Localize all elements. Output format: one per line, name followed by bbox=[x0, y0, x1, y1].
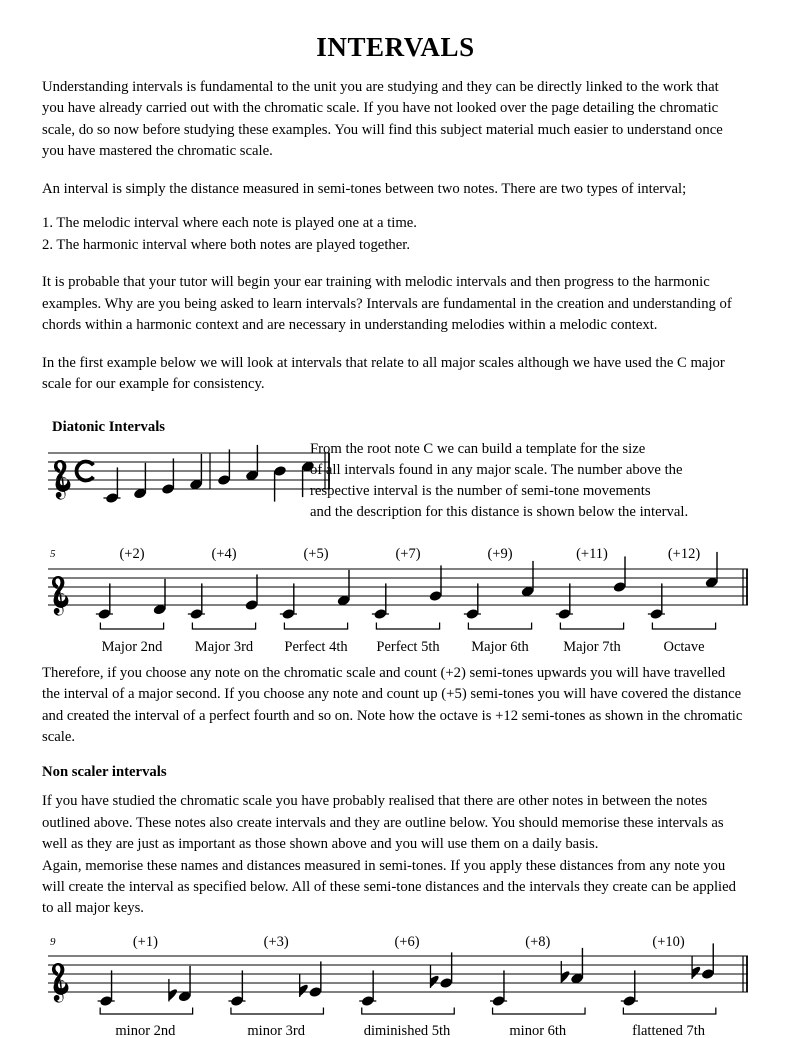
note bbox=[228, 970, 245, 1007]
non-scaler-paragraph-1: If you have studied the chromatic scale you have probably realised that there are other notes in between the notes outlined above. These notes also create intervals and they are outline below. You should memorise these intervals as well as they are just as important as those shown above and you will use them on a daily basis. bbox=[42, 793, 724, 853]
interval-bracket bbox=[560, 622, 623, 629]
therefore-block bbox=[42, 663, 743, 920]
note bbox=[245, 445, 259, 482]
non-scaler-staff-svg bbox=[0, 928, 791, 1038]
note bbox=[300, 961, 323, 998]
intro-paragraph-1: Understanding intervals is fundamental to the unit you are studying and they can be directly linked to the work that you have already carried out with the chromatic scale. If you have not looked over the page detailing the chromatic scale, do so now before studying these examples. You will find this subject material much easier to understand once you have mastered the chromatic scale. bbox=[42, 79, 723, 160]
interval-name-label: Major 2nd bbox=[101, 638, 163, 655]
interval-bracket bbox=[231, 1007, 323, 1014]
note bbox=[429, 565, 443, 602]
flat-accidental-icon bbox=[692, 956, 700, 979]
interval-name-label: Major 7th bbox=[563, 638, 621, 655]
measure-number: 9 bbox=[50, 935, 56, 948]
interval-semitone-label: (+3) bbox=[263, 933, 289, 950]
note bbox=[337, 570, 351, 607]
interval-name-label: minor 3rd bbox=[247, 1022, 305, 1038]
interval-bracket bbox=[468, 622, 531, 629]
note bbox=[490, 970, 507, 1007]
staff-lines bbox=[48, 453, 330, 489]
flat-bowl bbox=[430, 976, 438, 987]
flat-bowl bbox=[169, 989, 177, 1000]
note bbox=[705, 552, 719, 589]
interval-name-label: flattened 7th bbox=[632, 1022, 706, 1038]
diatonic-interval-staff bbox=[0, 535, 791, 657]
bracket-path bbox=[192, 622, 255, 629]
interval-name-label: Major 6th bbox=[471, 638, 529, 655]
interval-bracket bbox=[623, 1007, 715, 1014]
note bbox=[359, 970, 376, 1007]
note bbox=[372, 583, 389, 620]
staff-lines bbox=[48, 569, 748, 605]
flat-bowl bbox=[300, 985, 308, 996]
diatonic-section bbox=[42, 417, 743, 438]
interval-semitone-label: (+10) bbox=[652, 933, 685, 950]
bracket-path bbox=[493, 1007, 585, 1014]
note bbox=[245, 574, 259, 611]
bracket-path bbox=[376, 622, 439, 629]
bracket-path bbox=[284, 622, 347, 629]
bracket-path bbox=[100, 1007, 192, 1014]
bracket-path bbox=[652, 622, 715, 629]
note bbox=[96, 583, 113, 620]
side-note-line-1: From the root note C we can build a template for the size bbox=[310, 440, 646, 457]
therefore-paragraph: Therefore, if you choose any note on the chromatic scale and count (+2) semi-tones upwards you will have travelled the interval of a major second. If you choose any note and count up (+5) semi-tones you will have covered the distance and created the interval of a perfect fourth and so on. Note how the octave is +12 semi-tones as shown in the chromatic scale. bbox=[42, 664, 743, 746]
interval-semitone-label: (+9) bbox=[487, 545, 513, 562]
interval-semitone-label: (+4) bbox=[211, 545, 237, 562]
flat-accidental-icon bbox=[430, 965, 438, 988]
interval-semitone-label: (+11) bbox=[576, 545, 608, 562]
interval-bracket bbox=[284, 622, 347, 629]
interval-name-label: minor 6th bbox=[509, 1022, 567, 1038]
interval-semitone-label: (+6) bbox=[394, 933, 420, 950]
flat-accidental-icon bbox=[561, 961, 569, 984]
note bbox=[188, 583, 205, 620]
bracket-path bbox=[623, 1007, 715, 1014]
intro-list-item-1: 1. The melodic interval where each note is played one at a time. bbox=[42, 215, 417, 232]
bracket-path bbox=[100, 622, 163, 629]
interval-semitone-label: (+12) bbox=[667, 545, 701, 562]
note bbox=[521, 561, 535, 598]
intro-list-item-2: 2. The harmonic interval where both notes are played together. bbox=[42, 236, 411, 253]
bracket-path bbox=[231, 1007, 323, 1014]
diatonic-side-note bbox=[310, 439, 765, 523]
diatonic-staff-svg bbox=[0, 535, 791, 657]
intro-paragraph-3: It is probable that your tutor will begin your ear training with melodic intervals and then progress to the harmonic examples. Why are you being asked to learn intervals? Intervals are fundamental in the creation and understanding of chords within a harmonic context and are necessary in understanding melodies within a melodic context. bbox=[42, 274, 732, 334]
interval-semitone-label: (+8) bbox=[525, 933, 551, 950]
note bbox=[273, 465, 287, 502]
note bbox=[98, 970, 115, 1007]
side-note-line-3: respective interval is the number of semi-tone movements bbox=[310, 482, 651, 499]
bracket-path bbox=[560, 622, 623, 629]
note bbox=[556, 583, 573, 620]
intro-paragraph-4: In the first example below we will look at intervals that relate to all major scales although we have used the C major scale for our example for consistency. bbox=[42, 354, 725, 392]
diatonic-heading: Diatonic Intervals bbox=[52, 419, 166, 436]
note bbox=[103, 467, 120, 504]
interval-semitone-label: (+2) bbox=[119, 545, 145, 562]
staff-lines bbox=[48, 956, 748, 992]
intro-paragraph-2: An interval is simply the distance measured in semi-tones between two notes. There are two types of interval; bbox=[42, 180, 687, 197]
note bbox=[613, 556, 627, 593]
flat-bowl bbox=[692, 967, 700, 978]
interval-name-label: minor 2nd bbox=[115, 1022, 176, 1038]
note bbox=[648, 583, 665, 620]
interval-bracket bbox=[192, 622, 255, 629]
note bbox=[621, 970, 638, 1007]
note bbox=[153, 579, 167, 616]
bracket-path bbox=[362, 1007, 454, 1014]
page-title: INTERVALS bbox=[316, 32, 475, 62]
note bbox=[561, 948, 584, 985]
note bbox=[692, 943, 715, 980]
note bbox=[217, 449, 231, 486]
note bbox=[133, 463, 147, 500]
note bbox=[161, 458, 175, 495]
interval-bracket bbox=[652, 622, 715, 629]
flat-accidental-icon bbox=[300, 974, 308, 997]
interval-name-label: diminished 5th bbox=[363, 1022, 451, 1038]
side-note-line-2: of all intervals found in any major scale. The number above the bbox=[310, 461, 683, 478]
interval-bracket bbox=[100, 1007, 192, 1014]
non-scaler-interval-staff bbox=[0, 928, 791, 1038]
note bbox=[280, 583, 297, 620]
interval-bracket bbox=[493, 1007, 585, 1014]
interval-name-label: Octave bbox=[663, 638, 705, 655]
interval-semitone-label: (+5) bbox=[303, 545, 329, 562]
non-scaler-heading: Non scaler intervals bbox=[42, 763, 167, 780]
measure-number: 5 bbox=[50, 547, 56, 560]
interval-bracket bbox=[100, 622, 163, 629]
scale-staff-row bbox=[0, 439, 791, 525]
note bbox=[430, 952, 453, 989]
interval-semitone-label: (+7) bbox=[395, 545, 421, 562]
note bbox=[189, 454, 203, 491]
interval-semitone-label: (+1) bbox=[132, 933, 158, 950]
interval-name-label: Major 3rd bbox=[194, 638, 254, 655]
bracket-path bbox=[468, 622, 531, 629]
interval-name-label: Perfect 4th bbox=[284, 638, 348, 655]
intro-block bbox=[42, 63, 743, 395]
non-scaler-paragraph-2: Again, memorise these names and distances measured in semi-tones. If you apply these distances from any note you will create the interval as specified below. All of these semi-tone distances and the intervals they create can be applied to all major keys. bbox=[42, 857, 736, 917]
interval-bracket bbox=[376, 622, 439, 629]
interval-bracket bbox=[362, 1007, 454, 1014]
note bbox=[169, 966, 192, 1003]
note bbox=[464, 583, 481, 620]
interval-name-label: Perfect 5th bbox=[376, 638, 440, 655]
flat-bowl bbox=[561, 971, 569, 982]
flat-accidental-icon bbox=[169, 979, 177, 1002]
side-note-line-4: and the description for this distance is shown below the interval. bbox=[310, 503, 689, 520]
